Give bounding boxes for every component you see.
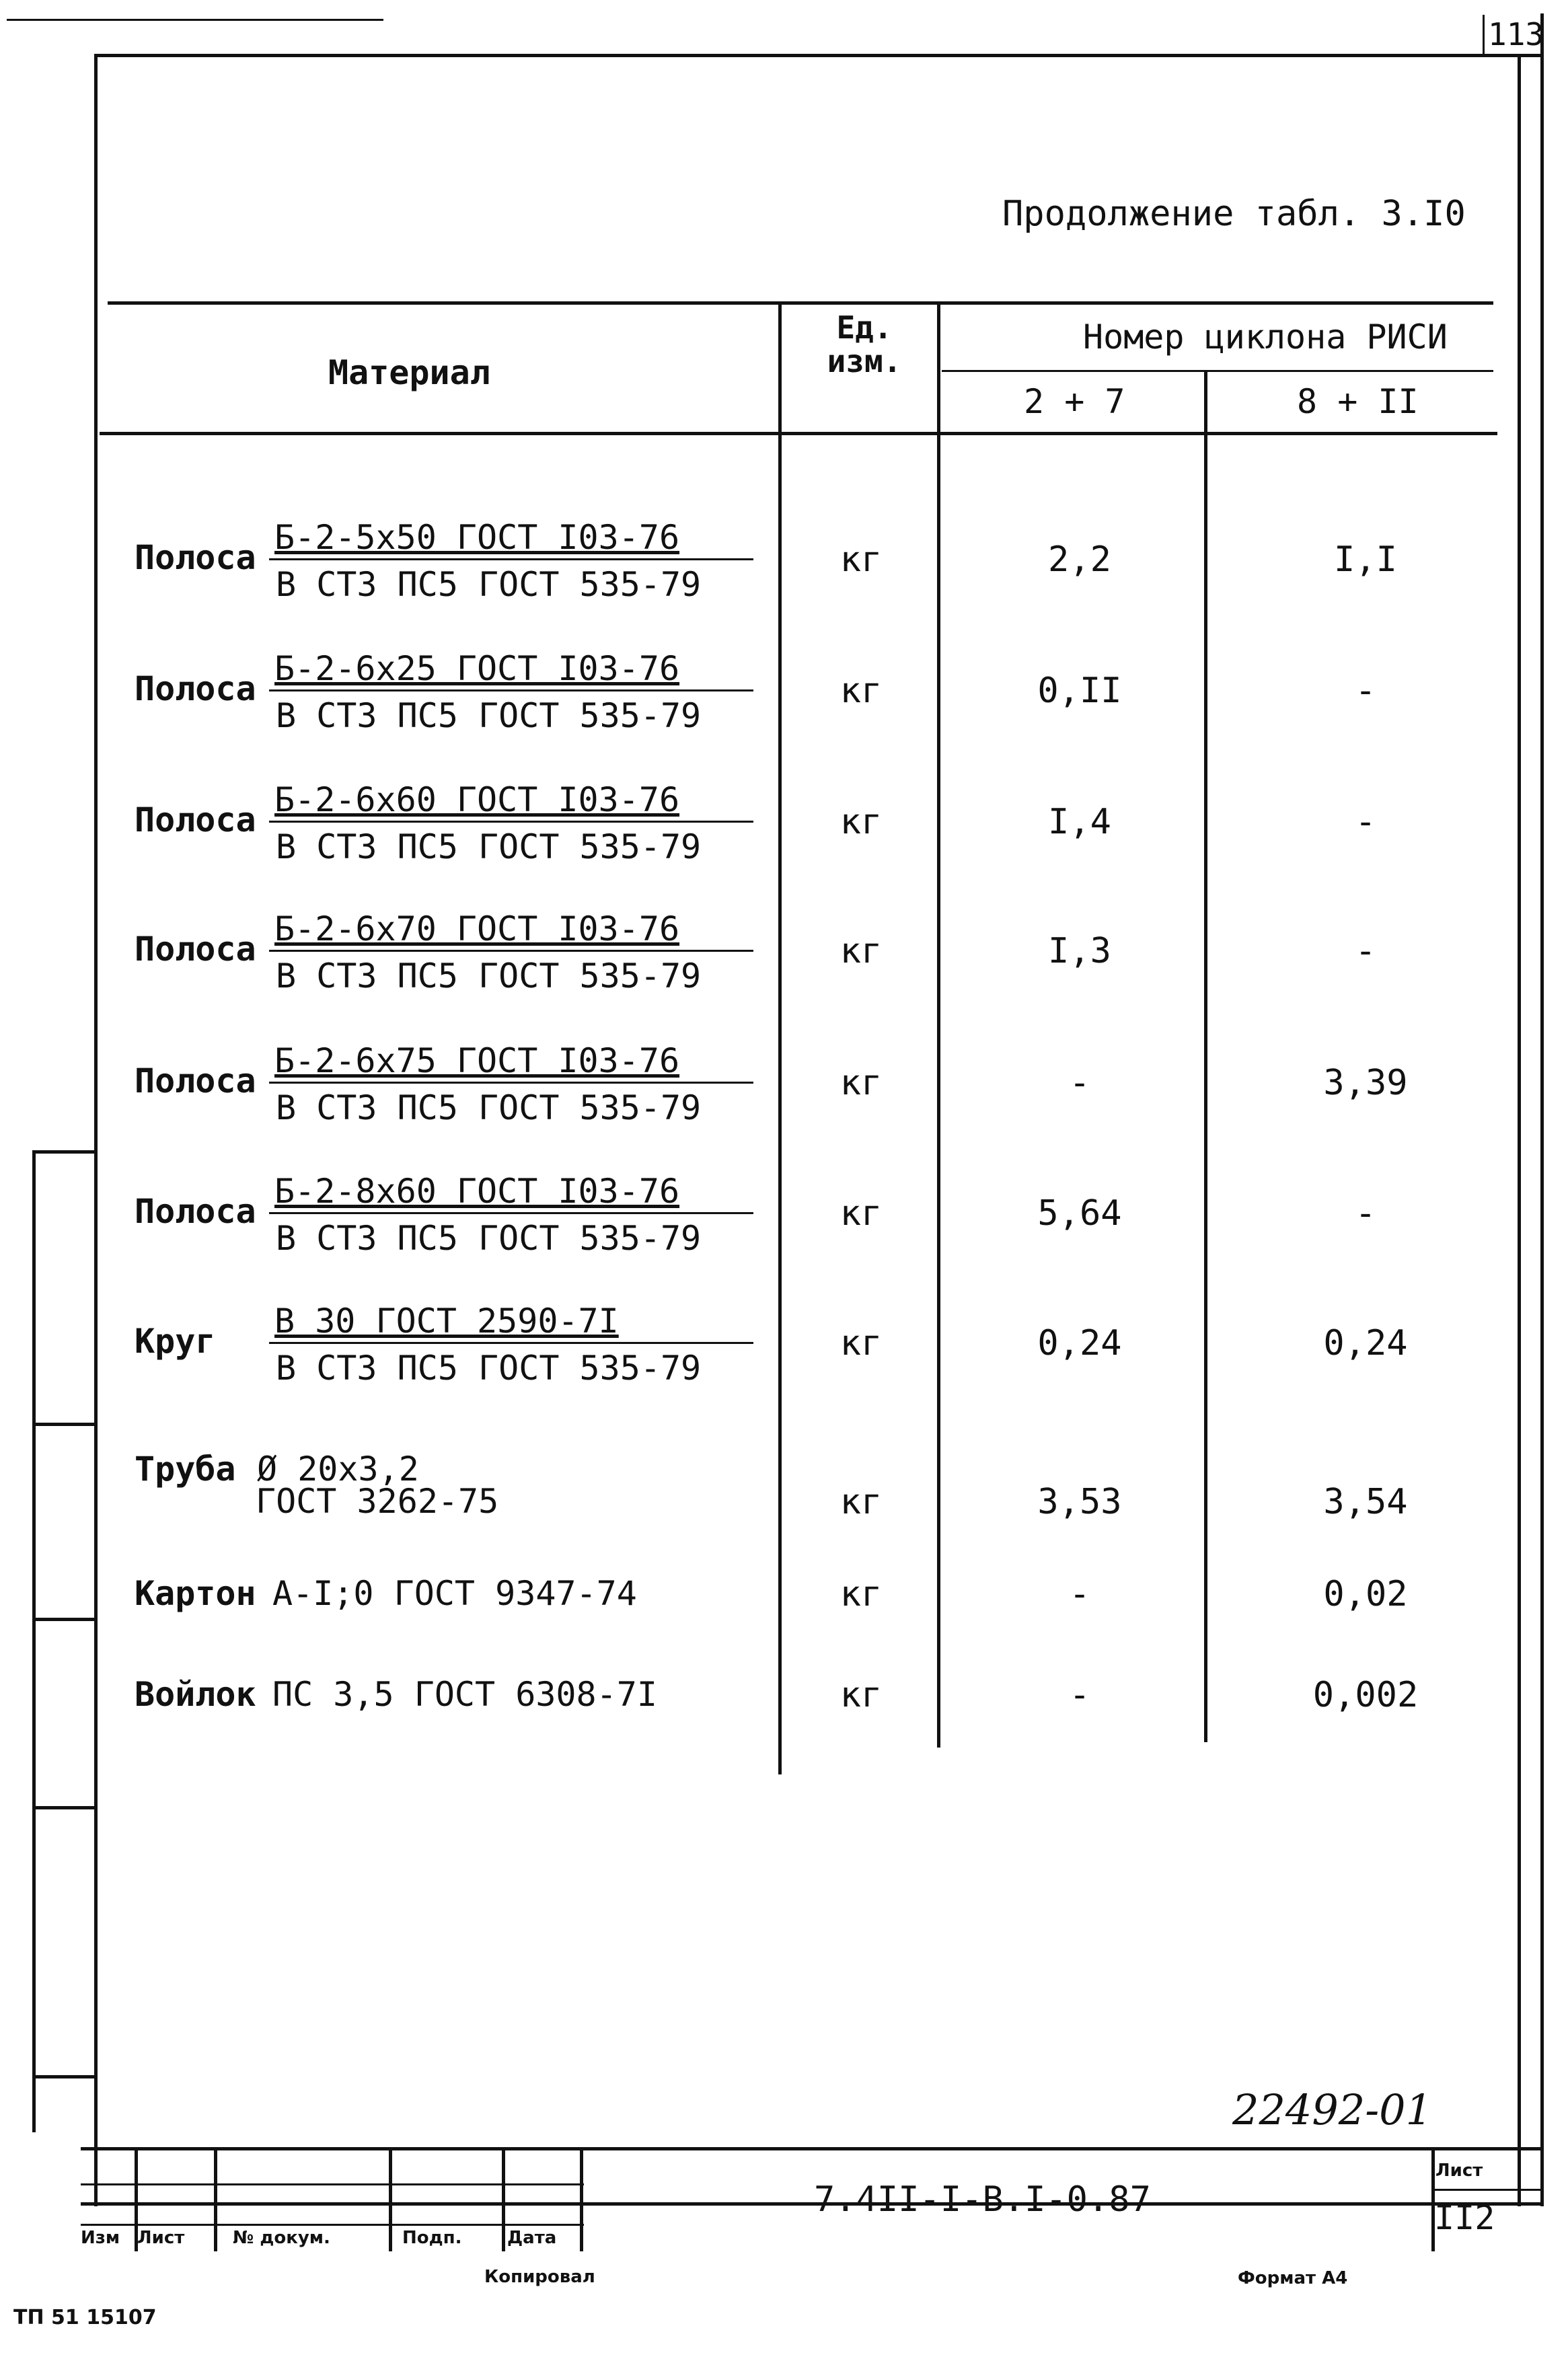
- stamp-col-divider-3: [389, 2147, 392, 2251]
- row-steel-grade: ГОСТ 3262-75: [256, 1482, 499, 1521]
- row-material-spec: А-I;0 ГОСТ 9347-74: [272, 1574, 637, 1613]
- row-value-cyclone-2-7: -: [1069, 1063, 1090, 1103]
- binding-strip-line-1: [32, 1150, 96, 1154]
- row-fraction-rule: [269, 1212, 753, 1214]
- row-unit: кг: [839, 931, 883, 971]
- table-subheader-rule: [942, 370, 1493, 372]
- row-material-spec: Б-2-8х60 ГОСТ I03-76: [274, 1172, 680, 1211]
- row-value-cyclone-2-7: -: [1069, 1574, 1090, 1614]
- row-value-cyclone-2-7: 5,64: [1037, 1193, 1122, 1234]
- row-steel-grade: В СТ3 ПС5 ГОСТ 535-79: [276, 827, 702, 866]
- row-material-type: Полоса: [135, 800, 256, 839]
- row-value-cyclone-2-7: I,4: [1048, 802, 1111, 842]
- row-material-type: Полоса: [135, 930, 256, 969]
- row-value-cyclone-2-7: 2,2: [1048, 539, 1111, 580]
- row-material-spec: В 30 ГОСТ 2590-7I: [274, 1302, 619, 1341]
- header-material: Материал: [328, 353, 490, 392]
- row-fraction-rule: [269, 950, 753, 952]
- binding-strip-line-5: [32, 2075, 96, 2078]
- row-material-spec: Б-2-6х60 ГОСТ I03-76: [274, 780, 680, 819]
- row-material-type: Полоса: [135, 1192, 256, 1231]
- row-value-cyclone-8-11: -: [1355, 671, 1376, 711]
- binding-strip-left: [32, 1150, 36, 2132]
- footer-archive-code: ТП 51 15107: [13, 2306, 157, 2329]
- row-value-cyclone-2-7: -: [1069, 1675, 1090, 1715]
- stamp-col-divider-4: [502, 2147, 505, 2251]
- row-value-cyclone-8-11: -: [1355, 1193, 1376, 1234]
- row-material-type: Полоса: [135, 538, 256, 577]
- corner-sheet-number: 113: [1488, 16, 1544, 52]
- row-value-cyclone-8-11: 3,39: [1323, 1063, 1408, 1103]
- corner-box-left: [1483, 15, 1485, 57]
- row-value-cyclone-2-7: 0,24: [1037, 1323, 1122, 1363]
- row-value-cyclone-8-11: -: [1355, 802, 1376, 842]
- stamp-top-rule: [81, 2147, 1540, 2150]
- frame-top-stroke: [7, 19, 383, 21]
- frame-right-border: [1518, 54, 1521, 2206]
- row-unit: кг: [839, 1193, 883, 1234]
- row-unit: кг: [839, 1574, 883, 1614]
- row-material-type: Полоса: [135, 669, 256, 708]
- header-unit: [824, 311, 905, 378]
- stamp-label-signature: Подп.: [402, 2228, 462, 2248]
- stamp-label-change: Изм: [81, 2228, 120, 2248]
- binding-strip-line-3: [32, 1618, 96, 1621]
- row-steel-grade: В СТ3 ПС5 ГОСТ 535-79: [276, 696, 702, 735]
- stamp-label-date: Дата: [507, 2228, 557, 2248]
- table-header-top-rule: [108, 301, 1493, 305]
- stamp-sheet-label: Лист: [1435, 2161, 1483, 2181]
- header-range-a: 2 + 7: [1024, 382, 1125, 421]
- row-fraction-rule: [269, 821, 753, 823]
- stamp-col-divider-2: [214, 2147, 217, 2251]
- row-steel-grade: В СТ3 ПС5 ГОСТ 535-79: [276, 1088, 702, 1127]
- stamp-col-divider-5: [580, 2147, 583, 2251]
- row-fraction-rule: [269, 1342, 753, 1344]
- row-fraction-rule: [269, 1082, 753, 1084]
- stamp-label-document: № докум.: [233, 2228, 330, 2248]
- row-value-cyclone-8-11: 0,24: [1323, 1323, 1408, 1363]
- row-value-cyclone-8-11: 0,002: [1312, 1675, 1419, 1715]
- row-material-spec: Б-2-6х75 ГОСТ I03-76: [274, 1041, 680, 1080]
- row-material-type: Полоса: [135, 1061, 256, 1100]
- table-header-bottom-rule: [100, 432, 1497, 435]
- row-material-spec: Ø 20х3,2: [257, 1450, 419, 1489]
- row-fraction-rule: [269, 689, 753, 691]
- stamp-sheet-number: II2: [1434, 2198, 1495, 2237]
- header-cyclone-number: Номер циклона РИСИ: [1083, 317, 1448, 357]
- header-unit-text: Ед. изм.: [827, 309, 902, 379]
- row-value-cyclone-8-11: -: [1355, 931, 1376, 971]
- row-unit: кг: [839, 1482, 883, 1522]
- row-unit: кг: [839, 671, 883, 711]
- row-value-cyclone-2-7: 0,II: [1037, 671, 1122, 711]
- row-unit: кг: [839, 802, 883, 842]
- frame-bottom-border: [81, 2202, 1540, 2206]
- row-material-type: Войлок: [135, 1675, 256, 1714]
- row-material-spec: ПС 3,5 ГОСТ 6308-7I: [272, 1675, 657, 1714]
- stamp-row-rule-1: [81, 2183, 584, 2185]
- table-column-divider-2: [937, 301, 940, 1748]
- frame-outer-right-border: [1540, 13, 1544, 2206]
- row-fraction-rule: [269, 558, 753, 560]
- binding-strip-line-4: [32, 1806, 96, 1809]
- stamp-label-sheet: Лист: [137, 2228, 185, 2248]
- row-value-cyclone-8-11: I,I: [1334, 539, 1397, 580]
- row-value-cyclone-8-11: 3,54: [1323, 1482, 1408, 1522]
- table-column-divider-1: [778, 301, 782, 1774]
- row-steel-grade: В СТ3 ПС5 ГОСТ 535-79: [276, 565, 702, 604]
- table-column-divider-3: [1204, 370, 1207, 1742]
- row-unit: кг: [839, 539, 883, 580]
- header-range-b: 8 + II: [1297, 382, 1419, 421]
- row-value-cyclone-2-7: 3,53: [1037, 1482, 1122, 1522]
- row-steel-grade: В СТ3 ПС5 ГОСТ 535-79: [276, 1349, 702, 1388]
- row-value-cyclone-8-11: 0,02: [1323, 1574, 1408, 1614]
- row-steel-grade: В СТ3 ПС5 ГОСТ 535-79: [276, 957, 702, 996]
- stamp-sheet-box-rule: [1431, 2189, 1540, 2191]
- row-unit: кг: [839, 1063, 883, 1103]
- row-steel-grade: В СТ3 ПС5 ГОСТ 535-79: [276, 1219, 702, 1258]
- row-unit: кг: [839, 1675, 883, 1715]
- row-value-cyclone-2-7: I,3: [1048, 931, 1111, 971]
- row-material-spec: Б-2-6х70 ГОСТ I03-76: [274, 909, 680, 948]
- handwritten-registration-number: 22492-01: [1232, 2085, 1433, 2134]
- row-material-type: Труба: [135, 1450, 236, 1489]
- row-material-spec: Б-2-6х25 ГОСТ I03-76: [274, 649, 680, 688]
- paper-format-label: Формат А4: [1238, 2268, 1348, 2288]
- table-continuation-caption: Продолжение табл. 3.I0: [1002, 194, 1466, 234]
- frame-top-border: [94, 54, 1540, 57]
- row-material-type: Круг: [135, 1322, 216, 1361]
- frame-left-border: [94, 54, 98, 2206]
- binding-strip-line-2: [32, 1423, 96, 1426]
- row-material-type: Картон: [135, 1574, 256, 1613]
- row-unit: кг: [839, 1323, 883, 1363]
- stamp-document-code: 7.4II-I-В.I-0.87: [814, 2179, 1151, 2220]
- stamp-row-rule-2: [81, 2224, 584, 2226]
- copied-by-label: Копировал: [484, 2267, 595, 2287]
- row-material-spec: Б-2-5х50 ГОСТ I03-76: [274, 518, 680, 557]
